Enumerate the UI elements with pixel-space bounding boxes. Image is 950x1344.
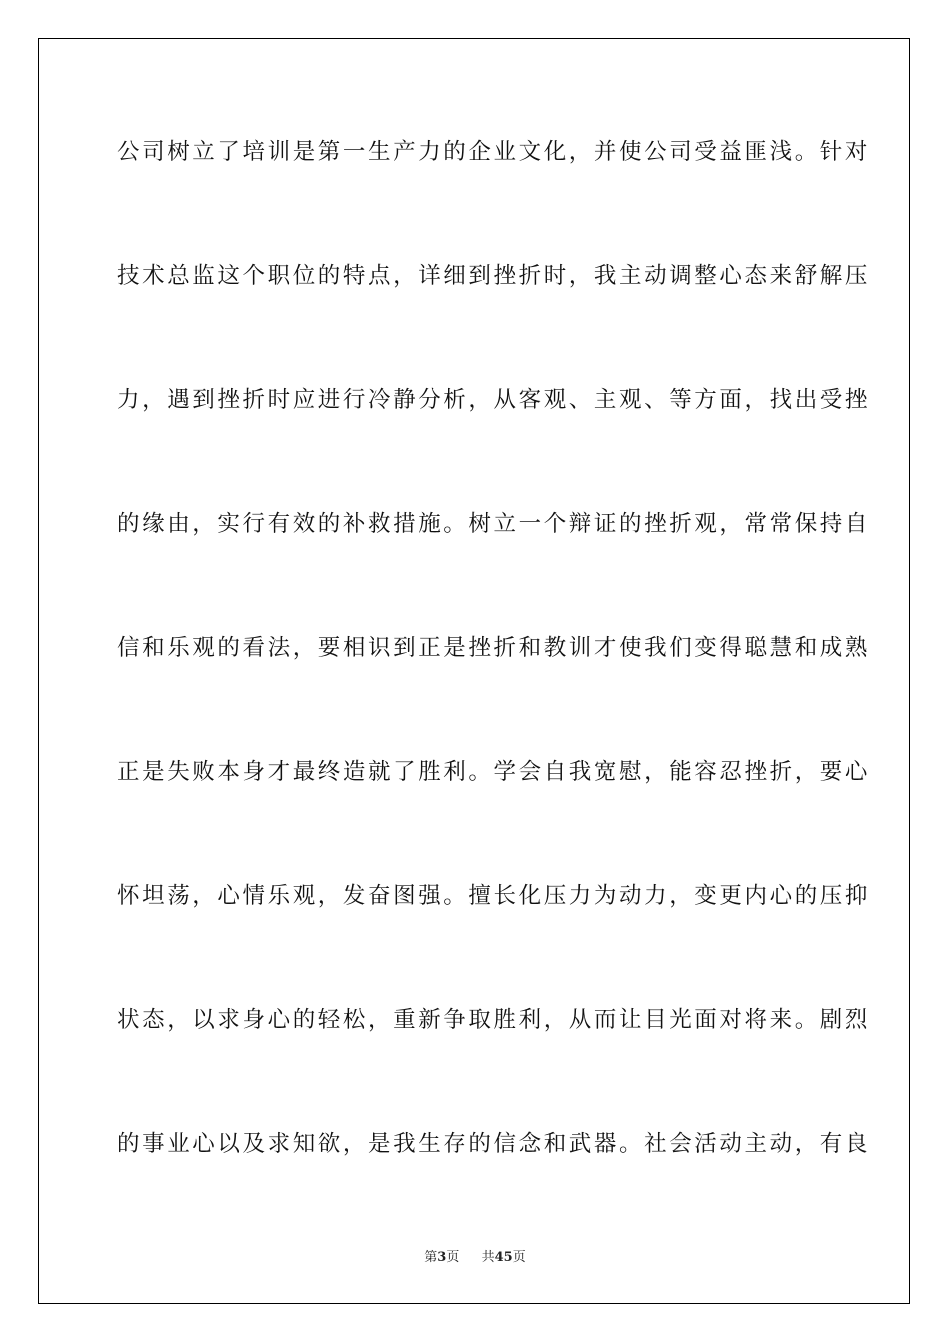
page-number-label: 第3页 [424, 1250, 460, 1265]
text-line: 的事业心以及求知欲，是我生存的信念和武器。社会活动主动，有良 [117, 1131, 871, 1157]
text-line: 力，遇到挫折时应进行冷静分析，从客观、主观、等方面，找出受挫 [117, 387, 871, 413]
text-line: 公司树立了培训是第一生产力的企业文化，并使公司受益匪浅。针对 [117, 139, 871, 165]
text-line: 怀坦荡，心情乐观，发奋图强。擅长化压力为动力，变更内心的压抑 [117, 883, 871, 909]
text-line: 技术总监这个职位的特点，详细到挫折时，我主动调整心态来舒解压 [117, 263, 871, 289]
text-line: 的缘由，实行有效的补救措施。树立一个辩证的挫折观，常常保持自 [117, 511, 871, 537]
document-body [117, 128, 871, 1244]
total-pages-label: 共45页 [481, 1250, 526, 1265]
text-line: 正是失败本身才最终造就了胜利。学会自我宽慰，能容忍挫折，要心 [117, 759, 871, 785]
text-line: 信和乐观的看法，要相识到正是挫折和教训才使我们变得聪慧和成熟 [117, 635, 871, 661]
page-footer [0, 1246, 950, 1265]
text-line: 状态，以求身心的轻松，重新争取胜利，从而让目光面对将来。剧烈 [117, 1007, 871, 1033]
